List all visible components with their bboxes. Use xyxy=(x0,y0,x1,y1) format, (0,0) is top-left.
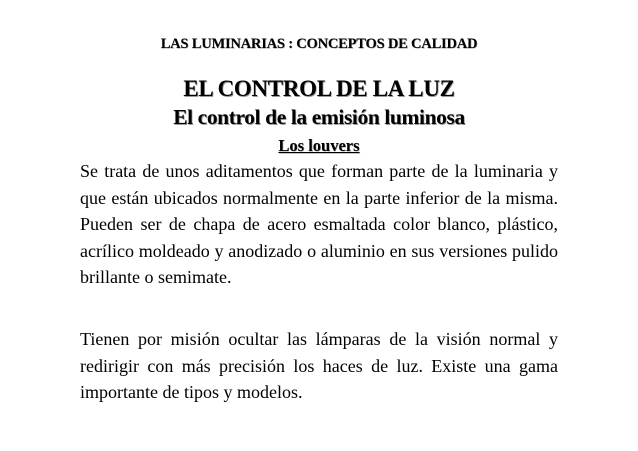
page-title: EL CONTROL DE LA LUZ xyxy=(183,76,455,101)
body-paragraph-1: Se trata de unos aditamentos que forman parte de la luminaria y que están ubicados normalmente en la parte inferior de la misma. Pueden ser de chapa de acero esmaltada color blanco, plástico, acrílico moldeado y anodizado o aluminio en sus versiones pulido brillante o semimate. xyxy=(80,161,558,287)
page-subtitle: El control de la emisión luminosa xyxy=(173,105,465,129)
section-heading: Los louvers xyxy=(278,136,360,155)
body-paragraph-2: Tienen por misión ocultar las lámparas de la visión normal y redirigir con más precisión los haces de luz. Existe una gama importante de tipos y modelos. xyxy=(80,329,558,402)
document-header: LAS LUMINARIAS : CONCEPTOS DE CALIDAD xyxy=(160,36,478,52)
